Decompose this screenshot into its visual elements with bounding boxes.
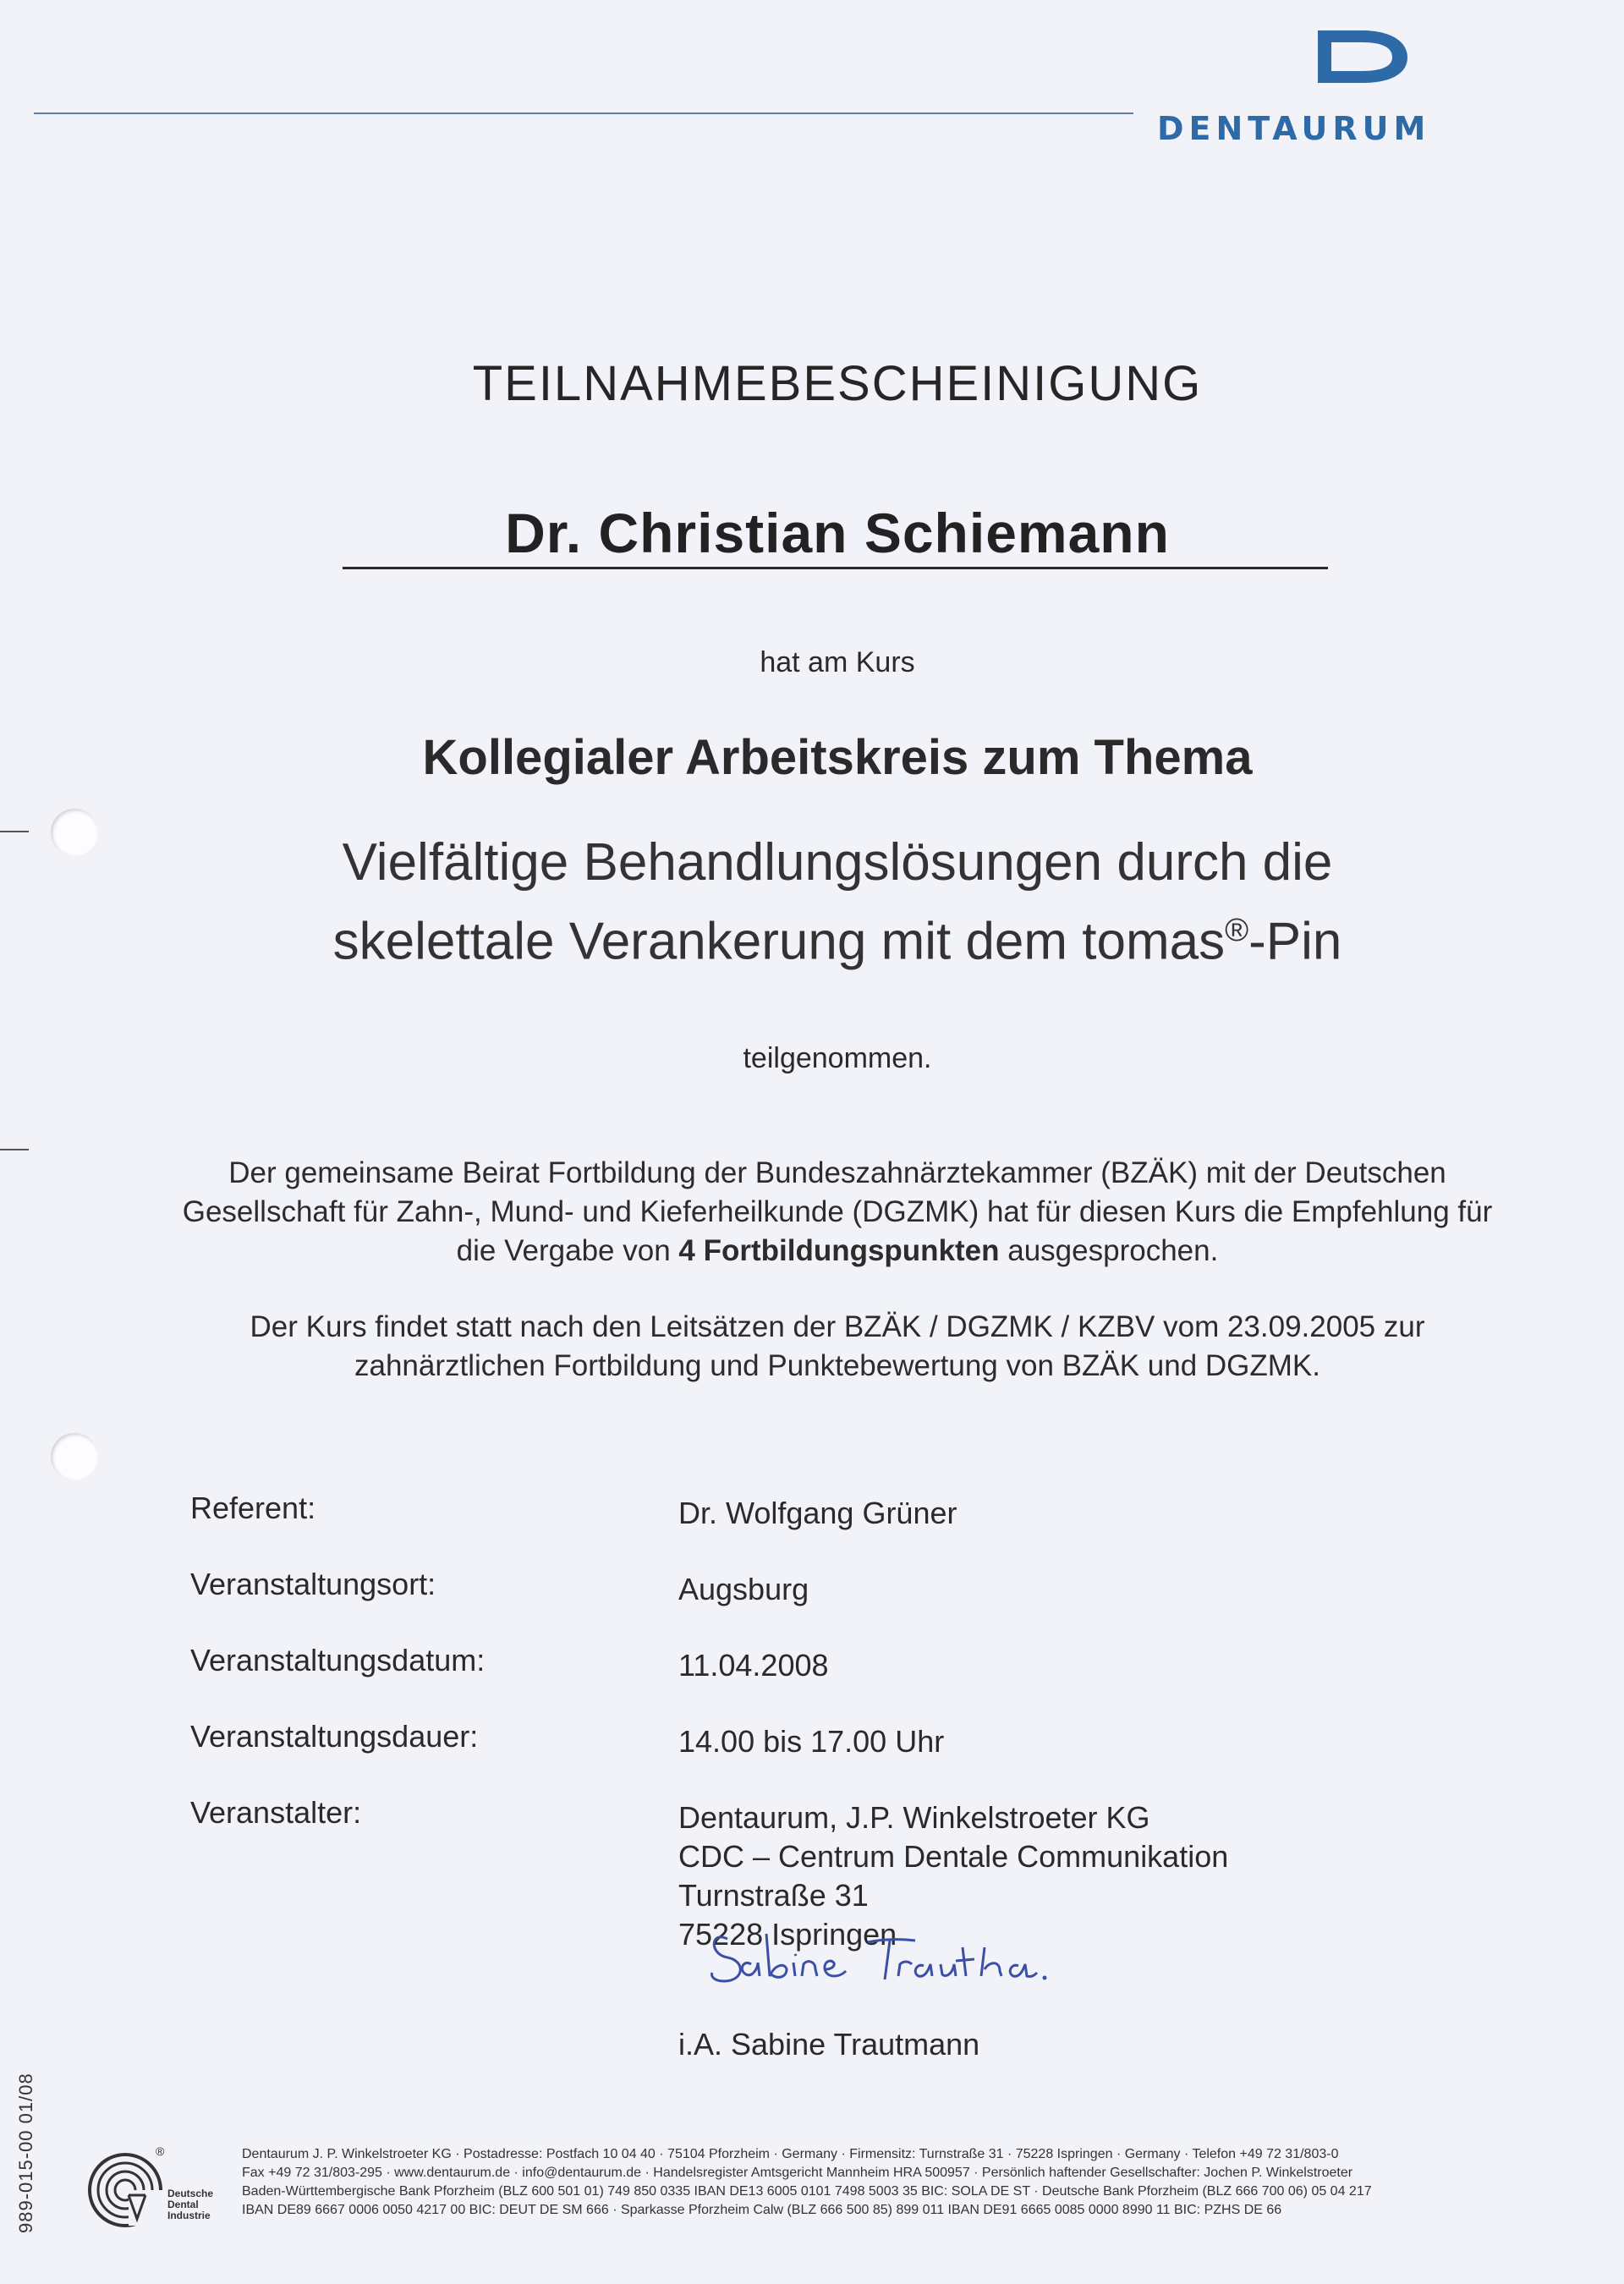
- address-line: CDC – Centrum Dentale Communikation: [678, 1839, 1229, 1874]
- dentaurum-d-icon: [1311, 25, 1413, 86]
- guidelines-paragraph: Der Kurs findet statt nach den Leitsätzen der BZÄK / DGZMK / KZBV vom 23.09.2005 zur zahnärztlichen Fortbildung und Punktebewertung von BZÄK und DGZMK.: [250, 1310, 1425, 1382]
- detail-value: 11.04.2008: [678, 1648, 829, 1683]
- form-code: 989-015-00 01/08: [15, 2073, 36, 2233]
- accreditation-text-end: ausgesprochen.: [999, 1234, 1219, 1267]
- address-line: Dentaurum, J.P. Winkelstroeter KG: [678, 1800, 1150, 1835]
- ddi-line: Dental: [167, 2199, 199, 2210]
- ddi-line: Deutsche: [167, 2188, 214, 2199]
- address-line: 75228 Ispringen: [678, 1917, 897, 1952]
- course-topic-text: skelettale Verankerung mit dem tomas: [332, 912, 1226, 971]
- punch-hole-bottom: [51, 1433, 98, 1480]
- footer-line: Baden-Württembergische Bank Pforzheim (BLZ 600 501 01) 749 850 0335 IBAN DE13 6005 0101 7498 5003 35 BIC: SOLA DE ST · Deutsche Bank Pforzheim (BLZ 666 700 06) 05 04 217: [242, 2184, 1372, 2199]
- course-topic-suffix: -Pin: [1248, 912, 1342, 971]
- ddi-logo: [85, 2144, 228, 2237]
- detail-label: Veranstalter:: [190, 1795, 362, 1830]
- signer-name: i.A. Sabine Trautmann: [678, 2027, 980, 2062]
- ddi-line: Industrie: [167, 2210, 211, 2221]
- course-title: Kollegialer Arbeitskreis zum Thema: [422, 730, 1253, 785]
- ddi-wordmark: [167, 2188, 213, 2221]
- footer-line: Dentaurum J. P. Winkelstroeter KG · Postadresse: Postfach 10 04 40 · 75104 Pforzheim · Germany · Firmensitz: Turnstraße 31 · 75228 Ispringen · Germany · Telefon +49 72 31/803-0: [242, 2147, 1339, 2161]
- registered-mark: ®: [1225, 913, 1249, 948]
- participated-text: teilgenommen.: [743, 1042, 932, 1074]
- detail-row-datum: [190, 1643, 1459, 1719]
- detail-value: Dr. Wolfgang Grüner: [678, 1496, 957, 1530]
- credit-points: 4 Fortbildungspunkten: [678, 1234, 1000, 1267]
- brand-name: DENTAURUM: [1157, 110, 1431, 147]
- detail-value: 14.00 bis 17.00 Uhr: [678, 1724, 945, 1759]
- handwritten-signature: [702, 1913, 1057, 2007]
- detail-row-referent: [190, 1491, 1459, 1567]
- name-underline: [343, 567, 1328, 569]
- course-topic-line: Vielfältige Behandlungslösungen durch die: [342, 833, 1333, 892]
- detail-row-ort: [190, 1567, 1459, 1643]
- detail-label: Veranstaltungsort:: [190, 1567, 436, 1601]
- footer-line: IBAN DE89 6667 0006 0050 4217 00 BIC: DEUT DE SM 666 · Sparkasse Pforzheim Calw (BLZ 666 500 85) 899 011 IBAN DE91 6665 0085 0000 8990 11 BIC: PZHS DE 66: [242, 2203, 1282, 2217]
- header-rule: [34, 113, 1133, 114]
- accreditation-paragraph: [169, 1154, 1506, 1271]
- participant-name: Dr. Christian Schiemann: [505, 502, 1170, 564]
- detail-label: Veranstaltungsdauer:: [190, 1719, 479, 1754]
- course-topic: [0, 829, 1624, 976]
- intro-text: hat am Kurs: [760, 646, 915, 678]
- course-topic-line: [0, 897, 1624, 976]
- accreditation-text: Der gemeinsame Beirat Fortbildung der Bundeszahnärztekammer (BZÄK) mit der Deutschen Gesellschaft für Zahn-, Mund- und Kieferheilkunde (DGZMK) hat für diesen Kurs die Empfehlung für die Vergabe von: [182, 1156, 1493, 1267]
- detail-label: Referent:: [190, 1491, 316, 1525]
- fold-mark: [0, 1149, 29, 1150]
- company-footer: [242, 2145, 1544, 2220]
- dentaurum-logo: [1150, 25, 1556, 147]
- address-line: Turnstraße 31: [678, 1878, 869, 1913]
- certificate-title: TEILNAHMEBESCHEINIGUNG: [472, 356, 1203, 411]
- footer-line: Fax +49 72 31/803-295 · www.dentaurum.de · info@dentaurum.de · Handelsregister Amtsgericht Mannheim HRA 500957 · Persönlich haftender Gesellschafter: Jochen P. Winkelstroeter: [242, 2166, 1353, 2180]
- event-details: [190, 1491, 1459, 1973]
- detail-row-dauer: [190, 1719, 1459, 1795]
- registered-mark: ®: [156, 2144, 165, 2158]
- detail-label: Veranstaltungsdatum:: [190, 1643, 486, 1677]
- detail-value: Augsburg: [678, 1572, 809, 1606]
